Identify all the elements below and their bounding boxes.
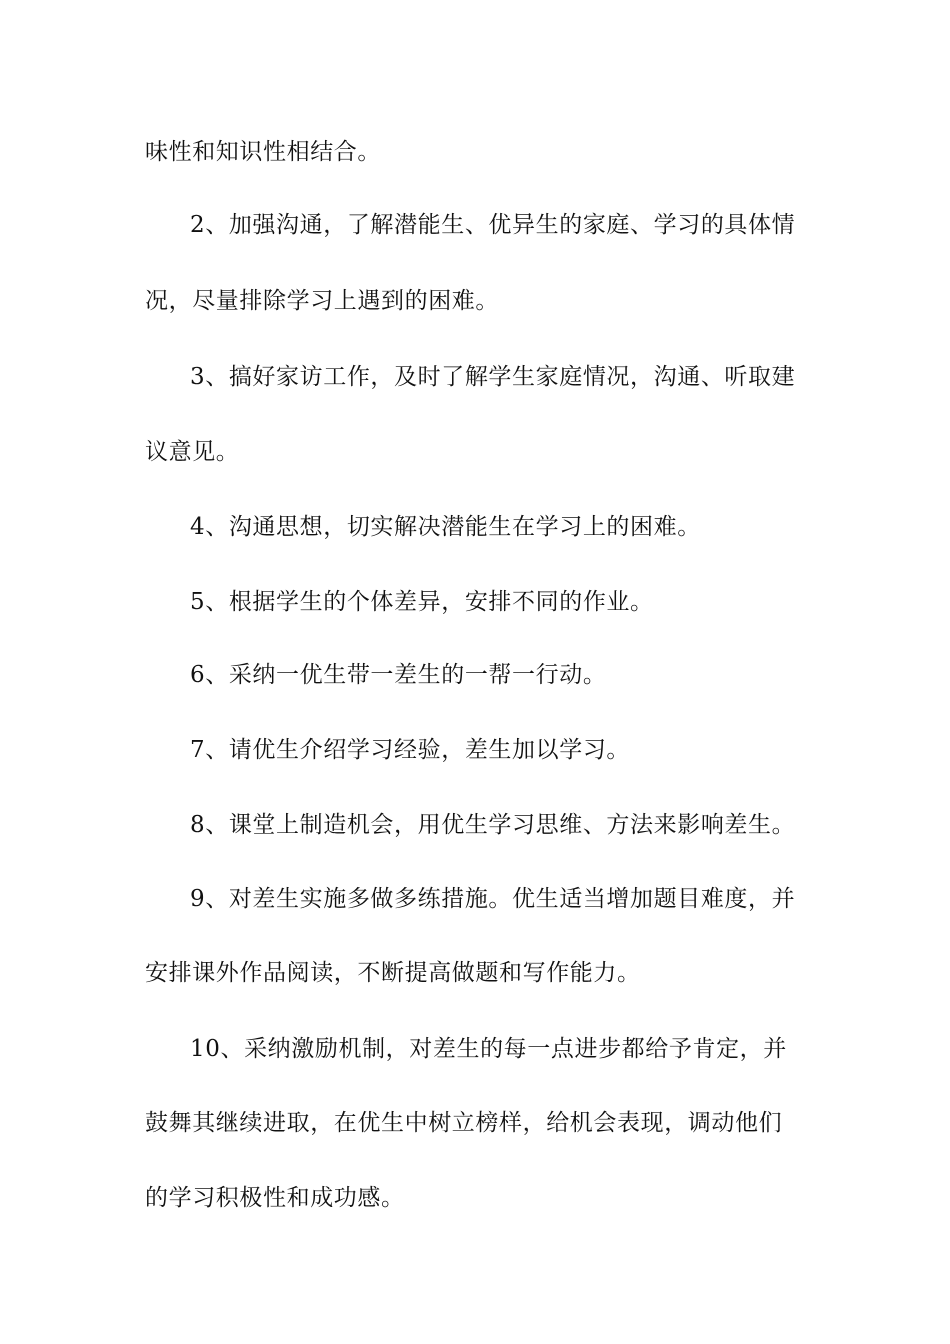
text-line: 10、采纳激励机制，对差生的每一点进步都给予肯定，并 xyxy=(190,1036,787,1062)
text-line: 6、采纳一优生带一差生的一帮一行动。 xyxy=(190,662,607,688)
text-line: 4、沟通思想，切实解决潜能生在学习上的困难。 xyxy=(190,514,701,540)
text-line: 5、根据学生的个体差异，安排不同的作业。 xyxy=(190,589,654,615)
text-line: 9、对差生实施多做多练措施。优生适当增加题目难度，并 xyxy=(190,886,796,912)
text-line: 3、搞好家访工作，及时了解学生家庭情况，沟通、听取建 xyxy=(190,364,796,390)
text-line: 的学习积极性和成功感。 xyxy=(145,1185,405,1211)
text-line: 况，尽量排除学习上遇到的困难。 xyxy=(145,288,499,314)
text-line: 议意见。 xyxy=(145,439,240,465)
text-line: 味性和知识性相结合。 xyxy=(145,139,381,165)
text-line: 7、请优生介绍学习经验，差生加以学习。 xyxy=(190,737,631,763)
text-line: 安排课外作品阅读，不断提高做题和写作能力。 xyxy=(145,960,641,986)
text-line: 8、课堂上制造机会，用优生学习思维、方法来影响差生。 xyxy=(190,812,796,838)
text-line: 鼓舞其继续进取，在优生中树立榜样，给机会表现，调动他们 xyxy=(145,1110,783,1136)
text-line: 2、加强沟通，了解潜能生、优异生的家庭、学习的具体情 xyxy=(190,212,796,238)
